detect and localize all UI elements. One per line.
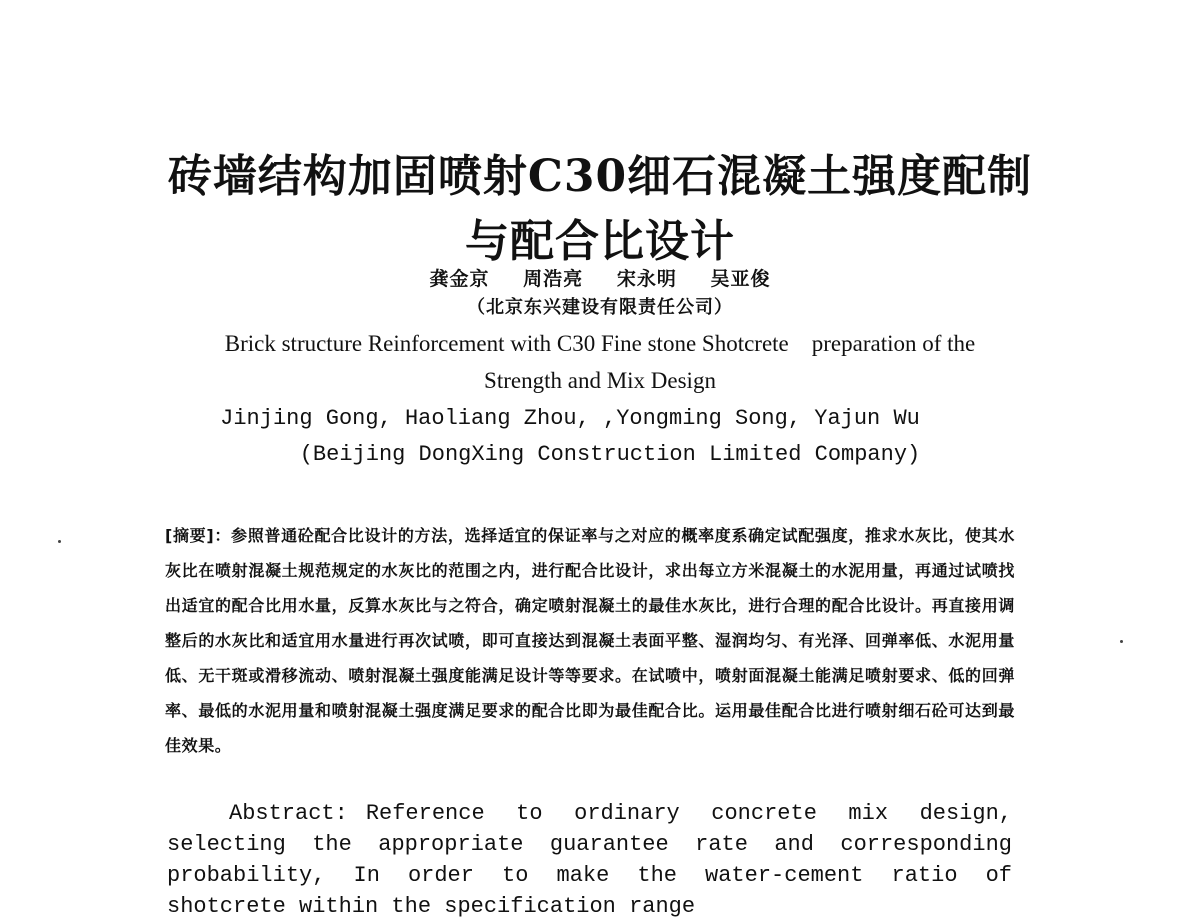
affiliation-en: (Beijing DongXing Construction Limited Company) [299,442,921,467]
title-en-line-1: Brick structure Reinforcement with C30 Fine stone Shotcrete preparation of the [224,331,976,356]
author-cn: 周浩亮 [523,268,584,290]
title-cn-line-2: 与配合比设计 [465,216,735,267]
abstract-en-text: Reference to ordinary concrete mix design, selecting the appropriate guarantee rate and corresponding probability, In order to make the water-cement ratio of shotcrete within the specification range [167,801,1012,919]
title-en-line-2: Strength and Mix Design [484,368,716,393]
affiliation-cn: （北京东兴建设有限责任公司） [467,297,733,318]
authors-cn [0,264,1200,291]
author-cn: 龚金京 [429,268,490,290]
title-cn-line-1: 砖墙结构加固喷射C30细石混凝土强度配制 [167,151,1033,202]
scan-speck [58,540,61,543]
authors-en: Jinjing Gong, Haoliang Zhou, ,Yongming Song, Yajun Wu [220,406,920,431]
author-cn: 宋永明 [616,268,677,290]
scan-speck [1120,640,1123,643]
abstract-en-label: Abstract: [229,801,348,826]
abstract-en [167,798,1012,922]
abstract-cn: [摘要]：参照普通砼配合比设计的方法，选择适宜的保证率与之对应的概率度系确定试配强度，推求水灰比，使其水灰比在喷射混凝土规范规定的水灰比的范围之内，进行配合比设计，求出每立方米混凝土的水泥用量，再通过试喷找出适宜的配合比用水量，反算水灰比与之符合，确定喷射混凝土的最佳水灰比，进行合理的配合比设计。再直接用调整后的水灰比和适宜用水量进行再次试喷，即可直接达到混凝土表面平整、湿润均匀、有光泽、回弹率低、水泥用量低、无干斑或滑移流动、喷射混凝土强度能满足设计等等要求。在试喷中，喷射面混凝土能满足喷射要求、低的回弹率、最低的水泥用量和喷射混凝土强度满足要求的配合比即为最佳配合比。运用最佳配合比进行喷射细石砼可达到最佳效果。 [165,526,1015,755]
author-cn: 吴亚俊 [710,268,771,290]
